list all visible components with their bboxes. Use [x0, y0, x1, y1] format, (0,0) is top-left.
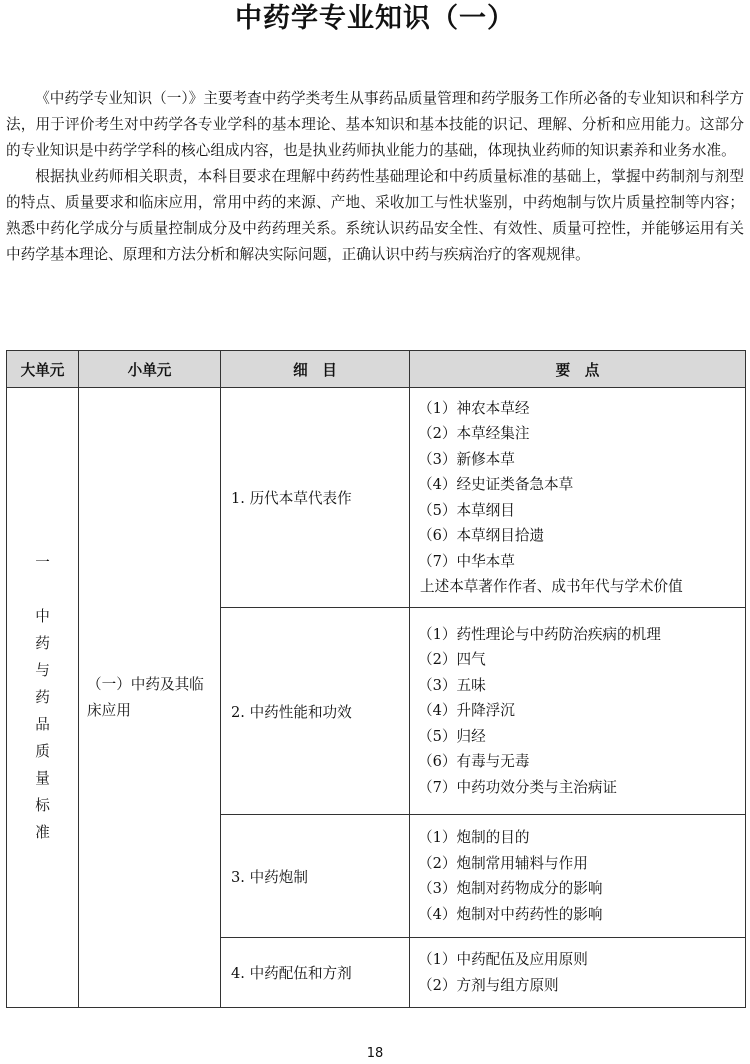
point-item: （7）中药功效分类与主治病证 [418, 778, 618, 796]
major-unit-char: 与 [35, 662, 50, 679]
point-item: （1）药性理论与中药防治疾病的机理 [418, 625, 661, 643]
detail-cell: 3. 中药炮制 [221, 815, 410, 938]
header-key-points: 要 点 [410, 351, 746, 388]
point-item: （3）炮制对药物成分的影响 [418, 880, 603, 897]
detail-cell: 2. 中药性能和功效 [221, 608, 410, 815]
minor-unit-cell: （一）中药及其临床应用 [79, 388, 221, 1008]
header-detail: 细 目 [221, 351, 410, 388]
points-cell [410, 815, 746, 938]
major-unit-label [33, 549, 53, 846]
point-item: （3）新修本草 [418, 450, 515, 468]
header-minor-unit: 小单元 [79, 351, 221, 388]
table-header-row [7, 351, 746, 388]
point-item: （5）本草纲目 [418, 501, 515, 519]
point-item: （2）炮制常用辅料与作用 [418, 854, 588, 872]
point-item: （1）中药配伍及应用原则 [418, 951, 588, 968]
detail-cell: 1. 历代本草代表作 [221, 388, 410, 608]
major-unit-char: 标 [35, 797, 50, 814]
exam-outline-table [6, 350, 746, 1008]
point-item: （4）升降浮沉 [418, 702, 515, 720]
table-row [7, 388, 746, 608]
point-item: （3）五味 [418, 676, 486, 694]
point-item: （2）四气 [418, 651, 486, 669]
point-item: （4）炮制对中药药性的影响 [418, 905, 603, 923]
point-item: （7）中华本草 [418, 552, 515, 570]
major-unit-number: 一 [35, 554, 50, 571]
point-item: （6）本草纲目拾遗 [418, 527, 545, 544]
point-summary: 上述本草著作作者、成书年代与学术价值 [420, 578, 683, 595]
intro-paragraph-2: 根据执业药师相关职责，本科目要求在理解中药药性基础理论和中药质量标准的基础上，掌握中药制剂与剂型的特点、质量要求和临床应用，常用中药的来源、产地、采收加工与性状鉴别，中药炮制与饮片质量控制等内容；熟悉中药化学成分与质量控制成分及中药药理关系。系统认识药品安全性、有效性、质量可控性，并能够运用有关中药学基本理论、原理和方法分析和解决实际问题，正确认识中药与疾病治疗的客观规律。 [6, 168, 744, 263]
point-item: （5）归经 [418, 727, 486, 745]
point-item: （4）经史证类备急本草 [418, 476, 574, 493]
point-item: （2）本草经集注 [418, 425, 530, 442]
major-unit-char: 中 [35, 608, 50, 625]
major-unit-char: 质 [35, 743, 50, 760]
intro-paragraph-1: 《中药学专业知识（一）》主要考查中药学类考生从事药品质量管理和药学服务工作所必备的专业知识和科学方法，用于评价考生对中药学各专业学科的基本理论、基本知识和基本技能的识记、理解、分析和应用能力。这部分的专业知识是中药学学科的核心组成内容，也是执业药师执业能力的基础，体现执业药师的知识素养和业务水准。 [6, 90, 744, 159]
major-unit-cell [7, 388, 79, 1008]
page-title: 中药学专业知识（一） [235, 3, 515, 34]
header-major-unit: 大单元 [7, 351, 79, 388]
major-unit-char: 药 [35, 635, 50, 652]
major-unit-char: 药 [35, 689, 50, 706]
intro-text [6, 86, 744, 268]
point-item: （1）炮制的目的 [418, 829, 530, 846]
points-cell [410, 938, 746, 1008]
points-cell [410, 388, 746, 608]
major-unit-char: 品 [35, 716, 50, 733]
major-unit-char: 准 [35, 824, 50, 841]
point-item: （6）有毒与无毒 [418, 753, 530, 771]
point-item: （1）神农本草经 [418, 399, 530, 417]
page-number: 18 [366, 1046, 384, 1061]
point-item: （2）方剂与组方原则 [418, 976, 559, 994]
points-cell [410, 608, 746, 815]
detail-cell: 4. 中药配伍和方剂 [221, 938, 410, 1008]
major-unit-char: 量 [35, 770, 50, 787]
